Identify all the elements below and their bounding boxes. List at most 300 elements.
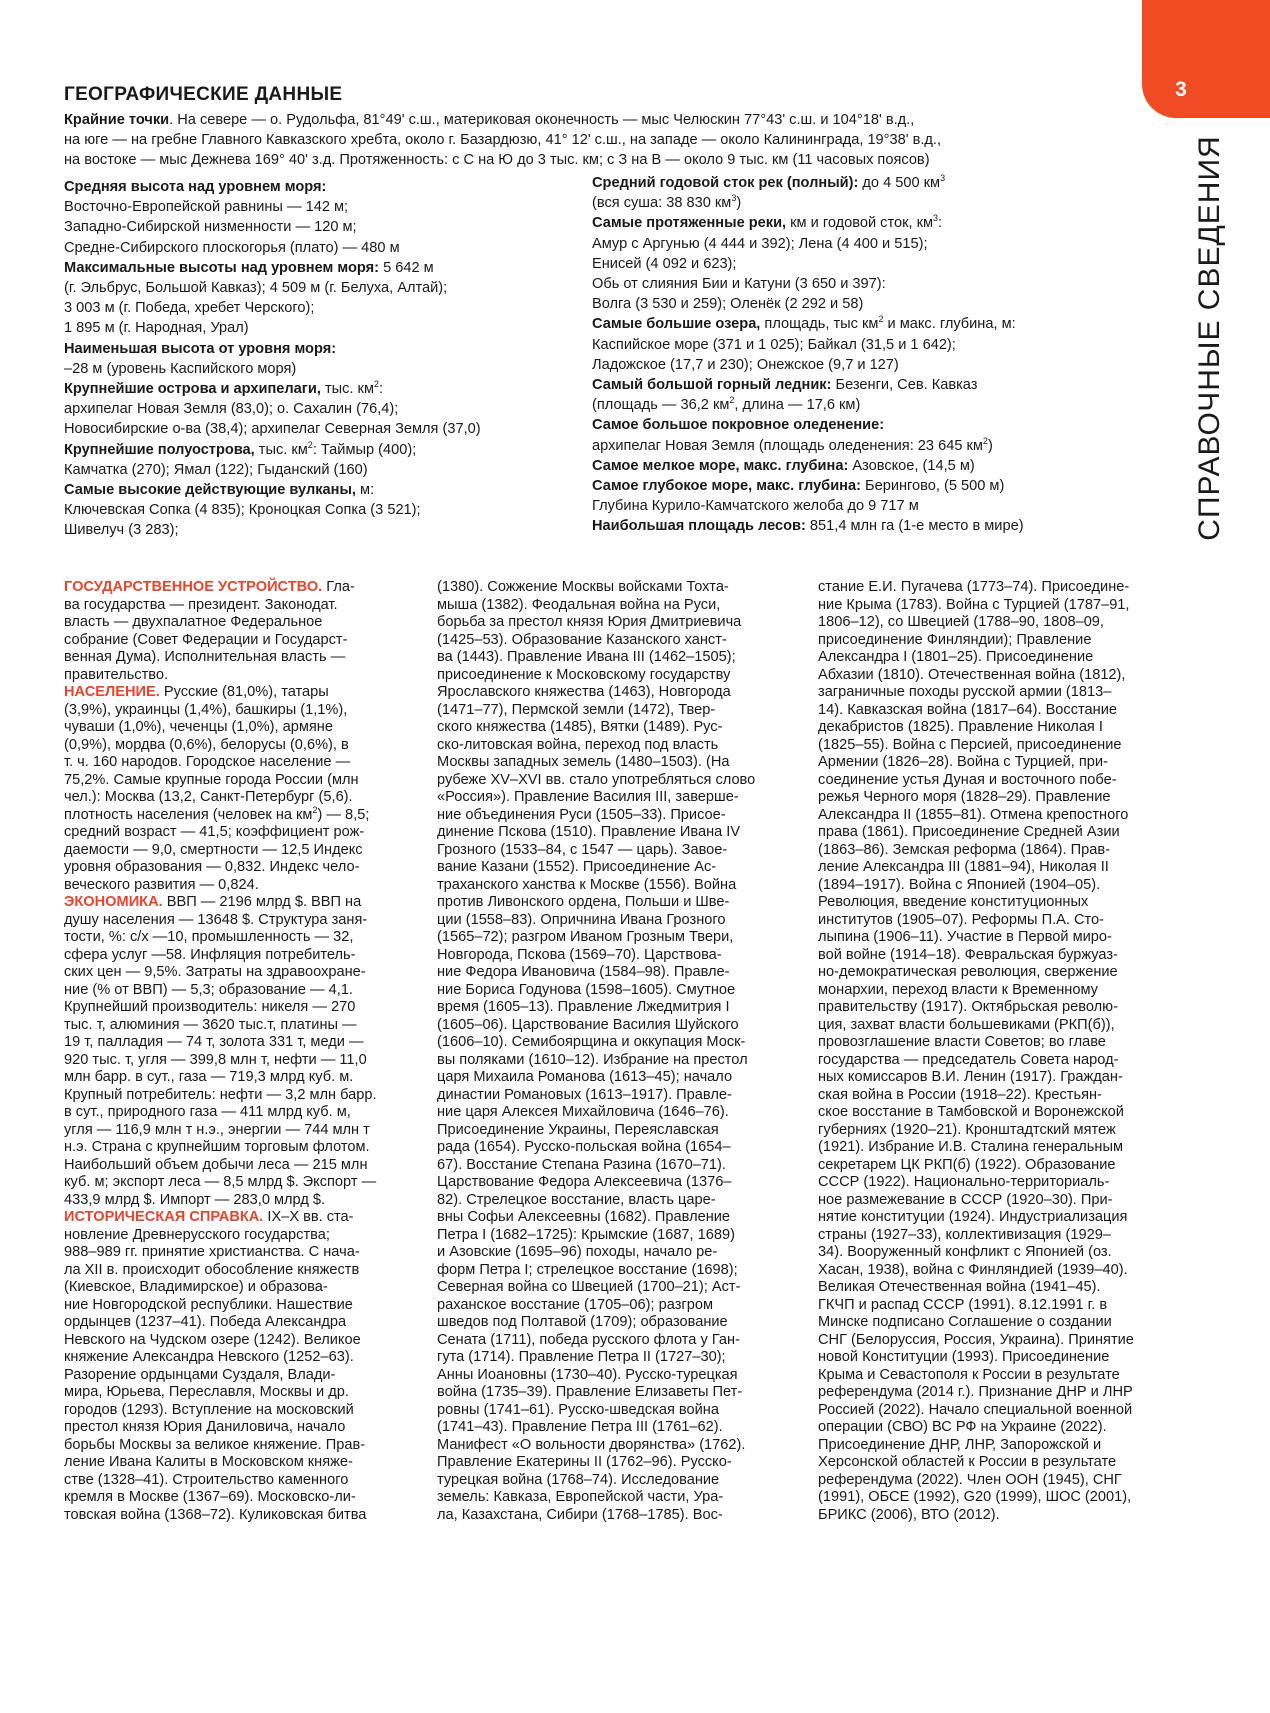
- fact-label: Крупнейшие полуострова,: [64, 441, 255, 458]
- text-line: институтов (1905–07). Реформы П.А. Сто-: [818, 911, 1105, 928]
- fact-label: Максимальные высоты над уровнем моря:: [64, 259, 380, 276]
- fact-text: Амур с Аргунью (4 444 и 392); Лена (4 400 и 515);: [592, 235, 928, 252]
- text-line: но-демократическая революция, свержение: [818, 964, 1118, 980]
- line-text: Невского на Чудском озере (1242). Великое: [64, 1331, 361, 1348]
- text-column-1: [64, 579, 377, 1524]
- fact-line: [64, 399, 481, 419]
- line-text: ских цен — 9,5%. Затраты на здравоохране-: [64, 964, 366, 980]
- text-line: государства — председатель Совета народ-: [818, 1051, 1119, 1068]
- line-text: уровня образования — 0,832. Индекс чело-: [64, 859, 360, 875]
- text-line: форм Петра I; стрелецкое восстание (1698);: [437, 1261, 738, 1278]
- text-line: монархии, переход власти к Временному: [818, 981, 1098, 998]
- text-line: [64, 1244, 377, 1262]
- fact-line: [64, 359, 481, 379]
- line-text: ние Новгородской республики. Нашествие: [64, 1296, 353, 1313]
- fact-text: Берингово, (5 500 м): [860, 478, 1005, 495]
- line-text: (Киевское, Владимирское) и образова-: [64, 1279, 328, 1295]
- text-line: 82). Стрелецкое восстание, власть царе-: [437, 1191, 716, 1208]
- fact-line: [64, 440, 481, 460]
- text-line: (1606–10). Семибоярщина и оккупация Моск-: [437, 1034, 746, 1050]
- text-line: присоединение Финляндии); Правление: [818, 631, 1092, 648]
- text-line: время (1605–13). Правление Лжедмитрия I: [437, 999, 730, 1015]
- text-line: [64, 1419, 377, 1437]
- text-line: вой войне (1914–18). Февральская буржуаз-: [818, 946, 1118, 963]
- fact-label: Самое большое покровное оледенение:: [592, 417, 885, 434]
- text-line: Петра I (1682–1725): Крымские (1687, 1689): [437, 1226, 735, 1243]
- fact-line: [64, 217, 481, 237]
- fact-text: км и годовой сток, км: [786, 215, 934, 232]
- fact-label: Самые большие озера,: [592, 316, 761, 333]
- text-line: Армении (1826–28). Война с Турцией, при-: [818, 754, 1108, 770]
- text-line: ние объединения Руси (1505–33). Присое-: [437, 806, 726, 823]
- text-line: ровны (1741–61). Русско-шведская война: [437, 1401, 719, 1418]
- text-line: [64, 1034, 377, 1052]
- text-line: права (1861). Присоединение Средней Азии: [818, 824, 1120, 840]
- superscript: 2: [373, 379, 379, 390]
- line-text: тыс. т, алюминия — 3620 тыс.т, платины —: [64, 1016, 357, 1033]
- fact-line: [592, 254, 1024, 274]
- section-heading: ГОСУДАРСТВЕННОЕ УСТРОЙСТВО.: [64, 579, 323, 595]
- text-line: новой Конституции (1993). Присоединение: [818, 1349, 1110, 1365]
- text-line: Россией (2022). Начало специальной военной: [818, 1401, 1133, 1418]
- text-line: траханского ханства к Москве (1556). Война: [437, 876, 737, 893]
- line-text: мира, Юрьева, Переславля, Москвы и др.: [64, 1384, 349, 1400]
- fact-line: [592, 496, 1024, 516]
- text-line: Присоединение ДНР, ЛНР, Запорожской и: [818, 1436, 1102, 1453]
- fact-text: (г. Эльбрус, Большой Кавказ); 4 509 м (г. Белуха, Алтай);: [64, 280, 448, 297]
- fact-line: [592, 476, 1024, 496]
- text-line: ская война в России (1918–22). Крестьян-: [818, 1086, 1102, 1103]
- text-line: ское восстание в Тамбовской и Воронежской: [818, 1104, 1124, 1120]
- fact-label: Средняя высота над уровнем моря:: [64, 179, 327, 195]
- fact-text: –28 м (уровень Каспийского моря): [64, 360, 297, 377]
- fact-label: Самый большой горный ледник:: [592, 377, 832, 394]
- text-line: страны (1927–33), коллективизация (1929–: [818, 1226, 1111, 1243]
- line-text: собрание (Совет Федерации и Государст-: [64, 631, 348, 648]
- superscript: 2: [312, 804, 318, 815]
- fact-line: [592, 355, 1024, 375]
- text-line: Анны Иоановны (1730–40). Русско-турецкая: [437, 1366, 738, 1383]
- text-line: [64, 1489, 377, 1507]
- fact-label: Самое мелкое море, макс. глубина:: [592, 457, 849, 474]
- line-text: ордынцев (1237–41). Победа Александра: [64, 1314, 347, 1330]
- text-line: Царствование Федора Алексеевича (1376–: [437, 1174, 732, 1190]
- line-text: кремля в Москве (1367–69). Московско-ли-: [64, 1489, 356, 1505]
- text-line: [64, 1157, 377, 1175]
- line-text: плотность населения (человек на км: [64, 806, 313, 823]
- text-line: [64, 964, 377, 982]
- fact-line: [592, 193, 1024, 213]
- fact-text: Ладожское (17,7 и 230); Онежское (9,7 и 127): [592, 356, 899, 373]
- superscript: 3: [933, 213, 939, 224]
- fact-text: 3 003 м (г. Победа, хребет Черского);: [64, 300, 315, 317]
- text-line: соединение устья Дуная и восточного побе-: [818, 771, 1117, 788]
- text-line: 67). Восстание Степана Разина (1670–71).: [437, 1156, 726, 1173]
- text-line: заграничные походы русской армии (1813–: [818, 684, 1112, 700]
- text-line: [64, 1104, 377, 1122]
- line-text: тости, %: с/х —10, промышленность — 32,: [64, 929, 354, 945]
- text-line: и Азовские (1695–96) походы, начало ре-: [437, 1244, 718, 1260]
- text-line: [64, 684, 377, 702]
- fact-label: Самые протяженные реки,: [592, 215, 787, 232]
- fact-line: [64, 460, 481, 480]
- text-line: (1605–06). Царствование Василия Шуйского: [437, 1016, 739, 1033]
- text-line: (1894–1917). Война с Японией (1904–05).: [818, 876, 1101, 893]
- line-text: (0,9%), мордва (0,6%), белорусы (0,6%), в: [64, 736, 349, 753]
- text-line: (1991), ОБСЕ (1992), G20 (1999), ШОС (2001),: [818, 1489, 1132, 1505]
- text-line: [64, 877, 377, 895]
- fact-line: [64, 318, 481, 338]
- text-line: [64, 894, 377, 912]
- intro-paragraph: [64, 110, 1124, 170]
- text-line: [64, 912, 377, 930]
- text-line: против Ливонского ордена, Польши и Шве-: [437, 894, 730, 910]
- text-line: ГКЧП и распад СССР (1991). 8.12.1991 г. в: [818, 1296, 1108, 1313]
- line-text: товская война (1368–72). Куликовская битва: [64, 1506, 367, 1523]
- text-line: раханское восстание (1705–06); разгром: [437, 1296, 713, 1313]
- line-text: правительство.: [64, 666, 169, 683]
- text-line: [64, 999, 377, 1017]
- fact-text: Камчатка (270); Ямал (122); Гыданский (160): [64, 461, 368, 478]
- line-text: н.э. Страна с крупнейшим торговым флотом.: [64, 1139, 370, 1155]
- text-line: Москвы западных земель (1480–1503). (На: [437, 754, 730, 770]
- fact-line: [64, 177, 481, 197]
- text-line: [64, 1507, 377, 1525]
- text-line: рубеже XV–XVI вв. стало употребляться слово: [437, 771, 756, 788]
- text-line: [64, 614, 377, 632]
- fact-text: и макс. глубина, м:: [883, 316, 1016, 333]
- line-text: борьбы Москвы за великое княжение. Прав-: [64, 1436, 366, 1453]
- text-line: [64, 1139, 377, 1157]
- text-line: царя Михаила Романова (1613–45); начало: [437, 1069, 733, 1085]
- text-line: ского княжества (1485), Вятки (1489). Рус-: [437, 719, 723, 735]
- text-line: ление Александра III (1881–94), Николая II: [818, 859, 1109, 875]
- text-line: [64, 1279, 377, 1297]
- fact-line: [592, 375, 1024, 395]
- fact-text: Глубина Курило-Камчатского желоба до 9 717 м: [592, 498, 919, 515]
- text-line: присоединение к Московскому государству: [437, 666, 731, 683]
- text-line: [64, 649, 377, 667]
- text-line: [64, 1314, 377, 1332]
- section-heading: ИСТОРИЧЕСКАЯ СПРАВКА.: [64, 1209, 264, 1225]
- text-line: [64, 859, 377, 877]
- line-text: ВВП — 2196 млрд $. ВВП на: [162, 894, 362, 910]
- text-line: [64, 1227, 377, 1245]
- line-text: Русские (81,0%), татары: [159, 684, 329, 700]
- fact-text: м:: [356, 482, 375, 499]
- side-title: СПРАВОЧНЫЕ СВЕДЕНИЯ: [1193, 135, 1226, 541]
- text-line: турецкая война (1768–74). Исследование: [437, 1471, 720, 1488]
- text-line: (1380). Сожжение Москвы войсками Тохта-: [437, 579, 729, 595]
- fact-text: :: [379, 381, 384, 398]
- fact-text: (вся суша: 38 830 км: [592, 195, 732, 212]
- fact-label: Наименьшая высота от уровня моря:: [64, 340, 337, 357]
- fact-label: Наибольшая площадь лесов:: [592, 518, 806, 535]
- fact-line: [592, 173, 1024, 193]
- text-line: гута (1714). Правление Петра II (1727–30);: [437, 1349, 726, 1365]
- line-text: Крупнейший производитель: никеля — 270: [64, 999, 356, 1015]
- fact-line: [592, 234, 1024, 254]
- text-line: династии Романовых (1613–1917). Правле-: [437, 1086, 732, 1103]
- text-line: Новгорода, Пскова (1569–70). Царствова-: [437, 946, 722, 963]
- text-line: референдума (2022). Член ООН (1945), СНГ: [818, 1471, 1122, 1488]
- text-line: СССР (1922). Национально-территориаль-: [818, 1174, 1110, 1190]
- text-line: Херсонской областей к России в результате: [818, 1454, 1117, 1470]
- superscript: 2: [878, 314, 884, 325]
- line-text: ) — 8,5;: [317, 806, 370, 823]
- text-line: Присоединение Украины, Переяславская: [437, 1121, 719, 1138]
- fact-line: [592, 516, 1024, 536]
- text-line: (1741–43). Правление Петра III (1761–62).: [437, 1419, 723, 1435]
- geo-facts-right: [592, 173, 1024, 537]
- text-line: Сената (1711), победа русского флота у Ган-: [437, 1331, 740, 1348]
- line-text: веческого развития — 0,824.: [64, 876, 259, 893]
- text-line: губерниях (1920–21). Кронштадтский мятеж: [818, 1121, 1116, 1138]
- text-line: [64, 579, 377, 597]
- section-title: ГЕОГРАФИЧЕСКИЕ ДАННЫЕ: [64, 84, 343, 105]
- fact-text: Волга (3 530 и 259); Оленёк (2 292 и 58): [592, 296, 864, 313]
- line-text: венная Дума). Исполнительная власть —: [64, 649, 346, 665]
- line-text: власть — двухпалатное Федеральное: [64, 614, 323, 630]
- text-line: [64, 719, 377, 737]
- text-line: [64, 1017, 377, 1035]
- text-line: референдума (2014 г.). Признание ДНР и ЛНР: [818, 1384, 1133, 1400]
- text-line: [64, 702, 377, 720]
- text-line: [64, 667, 377, 685]
- fact-text: Ключевская Сопка (4 835); Кроноцкая Сопка (3 521);: [64, 502, 421, 519]
- line-text: стве (1328–41). Строительство каменного: [64, 1471, 349, 1488]
- text-line: [64, 1297, 377, 1315]
- text-line: [64, 597, 377, 615]
- fact-text: Безенги, Сев. Кавказ: [831, 377, 978, 394]
- fact-text: , длина — 17,6 км): [734, 397, 861, 414]
- intro-line: Крайние точки. На севере — о. Рудольфа, 81°49' с.ш., материковая оконечность — мыс Челюскин 77°43' с.ш. и 104°18' в.д.,: [64, 112, 915, 128]
- text-line: вание Казани (1552). Присоединение Ас-: [437, 859, 717, 875]
- text-line: борьба за престол князя Юрия Дмитриевича: [437, 614, 742, 630]
- text-line: декабристов (1825). Правление Николая I: [818, 719, 1103, 735]
- text-line: ных комиссаров В.И. Ленин (1917). Граждан-: [818, 1069, 1123, 1085]
- fact-line: [592, 436, 1024, 456]
- fact-text: Енисей (4 092 и 623);: [592, 255, 737, 272]
- fact-text: Восточно-Европейской равнины — 142 м;: [64, 199, 349, 216]
- geo-facts-left: [64, 177, 481, 541]
- text-line: [64, 1262, 377, 1280]
- fact-line: [64, 339, 481, 359]
- text-line: вы поляками (1610–12). Избрание на престол: [437, 1051, 748, 1068]
- text-line: режья Черного моря (1828–29). Правление: [818, 789, 1111, 805]
- text-line: [64, 1209, 377, 1227]
- line-text: сфера услуг —58. Инфляция потребитель-: [64, 946, 356, 963]
- fact-line: [64, 278, 481, 298]
- text-line: (1825–55). Война с Персией, присоединение: [818, 736, 1122, 753]
- line-text: Разорение ордынцами Суздаля, Влади-: [64, 1366, 336, 1383]
- fact-line: [64, 520, 481, 540]
- line-text: куб. м; экспорт леса — 8,5 млрд $. Экспорт —: [64, 1174, 377, 1190]
- text-line: ла, Казахстана, Сибири (1768–1785). Вос-: [437, 1506, 723, 1523]
- fact-line: [592, 335, 1024, 355]
- line-text: городов (1293). Вступление на московский: [64, 1401, 354, 1418]
- text-line: [64, 1472, 377, 1490]
- line-text: 75,2%. Самые крупные города России (млн: [64, 771, 359, 788]
- text-line: Северная война со Швецией (1700–21); Аст-: [437, 1279, 741, 1295]
- text-line: рада (1654). Русско-польская война (1654–: [437, 1139, 731, 1155]
- text-line: ние Крыма (1783). Война с Турцией (1787–91,: [818, 596, 1130, 613]
- fact-text: Каспийское море (371 и 1 025); Байкал (31,5 и 1 642);: [592, 336, 956, 353]
- fact-line: [592, 456, 1024, 476]
- text-line: [64, 947, 377, 965]
- text-line: ва (1443). Правление Ивана III (1462–1505);: [437, 649, 736, 665]
- text-column-2: [437, 579, 755, 1524]
- line-text: княжение Александра Невского (1252–63).: [64, 1349, 354, 1365]
- fact-text: ): [987, 437, 993, 454]
- text-line: [64, 1349, 377, 1367]
- fact-text: Новосибирские о-ва (38,4); архипелаг Северная Земля (37,0): [64, 421, 481, 438]
- text-line: нятие конституции (1924). Индустриализация: [818, 1209, 1128, 1225]
- line-text: угля — 116,9 млн т н.э., энергии — 744 млн т: [64, 1121, 370, 1138]
- line-text: ла XII в. происходит обособление княжеств: [64, 1261, 360, 1278]
- fact-label: Крупнейшие острова и архипелаги,: [64, 381, 321, 398]
- fact-text: 851,4 млн га (1-е место в мире): [805, 518, 1024, 535]
- text-line: (1863–86). Земская реформа (1864). Прав-: [818, 841, 1110, 858]
- fact-text: архипелаг Новая Земля (83,0); о. Сахалин (76,4);: [64, 401, 399, 418]
- text-line: «Россия»). Правление Василия III, заверше-: [437, 789, 739, 805]
- fact-line: [64, 419, 481, 439]
- fact-line: [64, 500, 481, 520]
- intro-line: на юге — на гребне Главного Кавказского хребта, около г. Базардюзю, 41° 12' с.ш., на западе — около Калининграда, 19°38' в.д.,: [64, 132, 942, 148]
- text-line: лыпина (1906–11). Участие в Первой миро-: [818, 929, 1112, 945]
- text-line: [64, 842, 377, 860]
- fact-label: Самое глубокое море, макс. глубина:: [592, 478, 861, 495]
- line-text: в сут., природного газа — 411 млрд куб. м,: [64, 1104, 351, 1120]
- text-line: [64, 1052, 377, 1070]
- fact-text: архипелаг Новая Земля (площадь оледенения: 23 645 км: [592, 437, 983, 454]
- text-line: ско-литовская война, переход под власть: [437, 736, 719, 753]
- text-line: (1921). Избрание И.В. Сталина генеральным: [818, 1139, 1123, 1155]
- text-line: [64, 1174, 377, 1192]
- line-text: млн барр. в сут., газа — 719,3 млрд куб. м.: [64, 1069, 354, 1085]
- text-column-3: [818, 579, 1134, 1524]
- text-line: СНГ (Белоруссия, Россия, Украина). Принятие: [818, 1331, 1134, 1348]
- line-text: 920 тыс. т, угля — 399,8 млн т, нефти — 11,0: [64, 1051, 367, 1068]
- line-text: чуваши (1,0%), чеченцы (1,0%), армяне: [64, 719, 333, 735]
- text-line: мыша (1382). Феодальная война на Руси,: [437, 596, 721, 613]
- text-line: 14). Кавказская война (1817–64). Восстание: [818, 701, 1117, 718]
- text-line: война (1735–39). Правление Елизаветы Пет-: [437, 1384, 743, 1400]
- line-text: ление Ивана Калиты в Московском княже-: [64, 1454, 353, 1470]
- text-line: ние Федора Ивановича (1584–98). Правле-: [437, 964, 730, 980]
- fact-line: [592, 314, 1024, 334]
- fact-line: [592, 415, 1024, 435]
- text-line: [64, 1437, 377, 1455]
- superscript: 3: [731, 193, 737, 204]
- text-line: Хасан, 1938), война с Финляндией (1939–40).: [818, 1261, 1128, 1278]
- text-line: Грозного (1533–84, с 1547 — царь). Завое-: [437, 841, 728, 858]
- text-line: [64, 772, 377, 790]
- fact-text: тыс. км: [254, 441, 308, 458]
- text-line: ция, захват власти большевиками (РКП(б)),: [818, 1016, 1115, 1033]
- text-line: [64, 804, 377, 825]
- text-line: Революция, введение конституционных: [818, 894, 1089, 910]
- text-line: Правление Екатерины II (1762–96). Русско-: [437, 1454, 732, 1470]
- text-line: (1565–72); разгром Иваном Грозным Твери,: [437, 929, 734, 945]
- line-text: т. ч. 160 народов. Городское население —: [64, 754, 351, 770]
- fact-line: [592, 213, 1024, 233]
- line-text: душу населения — 13648 $. Структура заня-: [64, 911, 368, 928]
- text-line: Великая Отечественная война (1941–45).: [818, 1279, 1101, 1295]
- text-line: ние Бориса Годунова (1598–1605). Смутное: [437, 981, 736, 998]
- text-line: 1806–12), со Швецией (1788–90, 1808–09,: [818, 614, 1104, 630]
- fact-text: Средне-Сибирского плоскогорья (плато) — 480 м: [64, 239, 400, 256]
- text-line: стание Е.И. Пугачева (1773–74). Присоедине-: [818, 579, 1130, 595]
- fact-text: до 4 500 км: [858, 175, 941, 191]
- text-line: ние царя Алексея Михайловича (1646–76).: [437, 1104, 729, 1120]
- line-text: Гла-: [322, 579, 355, 595]
- text-line: [64, 824, 377, 842]
- fact-line: [64, 379, 481, 399]
- text-line: ное размежевание в СССР (1920–30). При-: [818, 1191, 1113, 1208]
- text-line: Минске подписано Соглашение о создании: [818, 1314, 1112, 1330]
- fact-line: [592, 274, 1024, 294]
- fact-line: [592, 395, 1024, 415]
- text-line: БРИКС (2006), ВТО (2012).: [818, 1506, 1000, 1523]
- text-line: [64, 737, 377, 755]
- text-line: секретарем ЦК РКП(б) (1922). Образование: [818, 1156, 1116, 1173]
- intro-line: на востоке — мыс Дежнева 169° 40' з.д. Протяженность: с С на Ю до 3 тыс. км; с З на В — около 9 тыс. км (11 часовых поясов): [64, 152, 930, 168]
- fact-line: [592, 294, 1024, 314]
- text-line: [64, 982, 377, 1000]
- fact-text: ): [736, 195, 742, 212]
- line-text: IX–X вв. ста-: [263, 1209, 354, 1225]
- fact-line: [64, 298, 481, 318]
- text-line: вны Софьи Алексеевны (1682). Правление: [437, 1209, 731, 1225]
- superscript: 2: [307, 439, 313, 450]
- fact-line: [64, 258, 481, 278]
- text-line: Крыма и Севастополя к России в результате: [818, 1366, 1120, 1383]
- fact-text: Западно-Сибирской низменности — 120 м;: [64, 219, 357, 236]
- text-line: земель: Кавказа, Европейской части, Ура-: [437, 1489, 724, 1505]
- text-line: провозглашение власти Советов; во главе: [818, 1034, 1106, 1050]
- fact-text: Азовское, (14,5 м): [848, 457, 975, 474]
- text-line: [64, 632, 377, 650]
- text-line: [64, 1087, 377, 1105]
- text-line: (1471–77), Пермской земли (1472), Твер-: [437, 701, 716, 718]
- page-number: 3: [1175, 78, 1187, 101]
- text-line: Манифест «О вольности дворянства» (1762).: [437, 1436, 746, 1453]
- line-text: 988–989 гг. принятие христианства. С нача-: [64, 1244, 360, 1260]
- line-text: Наибольший объем добычи леса — 215 млн: [64, 1156, 368, 1173]
- line-text: 19 т, палладия — 74 т, золота 331 т, меди —: [64, 1034, 364, 1050]
- line-text: даемости — 9,0, смертности — 12,5 Индекс: [64, 841, 363, 858]
- text-line: (1425–53). Образование Казанского ханст-: [437, 631, 727, 648]
- text-line: динение Пскова (1510). Правление Ивана IV: [437, 824, 741, 840]
- text-line: Ярославского княжества (1463), Новгорода: [437, 684, 731, 700]
- line-text: новление Древнерусского государства;: [64, 1226, 330, 1243]
- text-line: [64, 1069, 377, 1087]
- text-line: [64, 1332, 377, 1350]
- fact-text: тыс. км: [320, 381, 374, 398]
- line-text: ние (% от ВВП) — 5,3; образование — 4,1.: [64, 981, 353, 998]
- line-text: Крупный потребитель: нефти — 3,2 млн барр.: [64, 1086, 377, 1103]
- line-text: чел.): Москва (13,2, Санкт-Петербург (5,6).: [64, 789, 353, 805]
- text-line: [64, 1367, 377, 1385]
- line-text: (3,9%), украинцы (1,4%), башкиры (1,1%),: [64, 701, 348, 718]
- text-line: ции (1558–83). Опричнина Ивана Грозного: [437, 911, 726, 928]
- fact-text: :: [938, 215, 943, 232]
- text-line: [64, 1192, 377, 1210]
- text-line: [64, 1384, 377, 1402]
- text-line: [64, 754, 377, 772]
- fact-line: [64, 197, 481, 217]
